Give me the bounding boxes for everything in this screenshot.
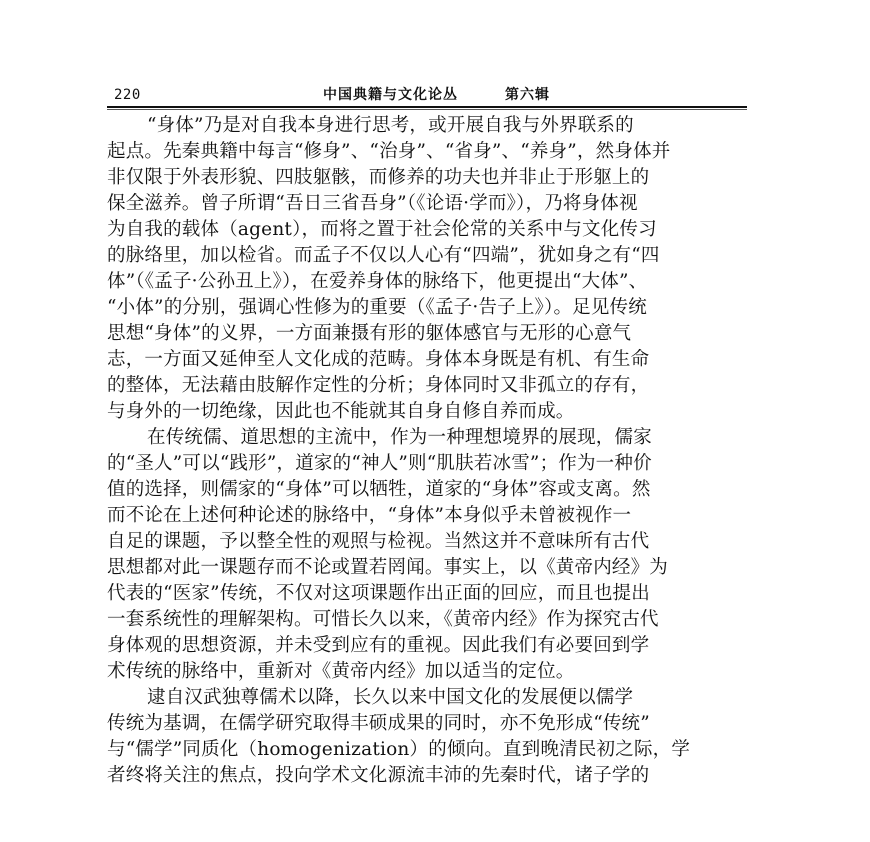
- text-line: 保全滋养。曾子所谓“吾日三省吾身”（《论语·学而》），乃将身体视: [107, 193, 638, 214]
- text-line: 在传统儒、道思想的主流中，作为一种理想境界的展现，儒家: [147, 427, 652, 448]
- text-line: 志，一方面又延伸至人文化成的范畴。身体本身既是有机、有生命: [107, 349, 650, 370]
- text-line: 值的选择，则儒家的“身体”可以牺牲，道家的“身体”容或支离。然: [107, 479, 651, 500]
- text-line: 的脉络里，加以检省。而孟子不仅以人心有“四端”，犹如身之有“四: [107, 245, 660, 266]
- text-line: “小体”的分别，强调心性修为的重要（《孟子·告子上》）。足见传统: [107, 297, 647, 318]
- text-line: 逮自汉武独尊儒术以降，长久以来中国文化的发展便以儒学: [147, 687, 634, 708]
- text-line: 非仅限于外表形貌、四肢躯骸，而修养的功夫也并非止于形躯上的: [107, 167, 650, 188]
- body-text: [107, 113, 747, 789]
- journal-title: 中国典籍与文化论丛: [323, 87, 458, 103]
- text-line: 与“儒学”同质化（homogenization）的倾向。直到晚清民初之际，学: [107, 739, 691, 760]
- text-line: 者终将关注的焦点，投向学术文化源流丰沛的先秦时代，诸子学的: [107, 765, 650, 786]
- text-line: 一套系统性的理解架构。可惜长久以来，《黄帝内经》作为探究古代: [107, 609, 659, 630]
- text-line: 自足的课题，予以整全性的观照与检视。当然这并不意味所有古代: [107, 531, 650, 552]
- page-number: 220: [114, 87, 141, 103]
- running-header: [107, 86, 747, 104]
- text-line: 思想“身体”的义界，一方面兼摄有形的躯体感官与无形的心意气: [107, 323, 632, 344]
- text-line: 起点。先秦典籍中每言“修身”、“治身”、“省身”、“养身”，然身体并: [107, 141, 671, 162]
- text-line: 术传统的脉络中，重新对《黄帝内经》加以适当的定位。: [107, 661, 575, 682]
- header-rule: [107, 106, 747, 108]
- text-line: 为自我的载体（agent），而将之置于社会伦常的关系中与文化传习: [107, 219, 657, 240]
- paragraph-2: [107, 425, 747, 685]
- text-line: 与身外的一切绝缘，因此也不能就其自身自修自养而成。: [107, 401, 575, 422]
- text-line: 的“圣人”可以“践形”，道家的“神人”则“肌肤若冰雪”；作为一种价: [107, 453, 652, 474]
- text-line: 代表的“医家”传统，不仅对这项课题作出正面的回应，而且也提出: [107, 583, 650, 604]
- text-line: 体”（《孟子·公孙丑上》），在爱养身体的脉络下，他更提出“大体”、: [107, 271, 648, 292]
- paragraph-1: [107, 113, 747, 425]
- issue-label: 第六辑: [505, 87, 550, 103]
- text-line: 传统为基调，在儒学研究取得丰硕成果的同时，亦不免形成“传统”: [107, 713, 650, 734]
- header-rule-thin: [107, 109, 747, 110]
- paragraph-3: [107, 685, 747, 789]
- text-line: 思想都对此一课题存而不论或置若罔闻。事实上，以《黄帝内经》为: [107, 557, 669, 578]
- text-line: 身体观的思想资源，并未受到应有的重视。因此我们有必要回到学: [107, 635, 650, 656]
- text-line: 的整体，无法藉由肢解作定性的分析；身体同时又非孤立的存有，: [107, 375, 650, 396]
- text-line: 而不论在上述何种论述的脉络中，“身体”本身似乎未曾被视作一: [107, 505, 632, 526]
- text-line: “身体”乃是对自我本身进行思考，或开展自我与外界联系的: [147, 115, 634, 136]
